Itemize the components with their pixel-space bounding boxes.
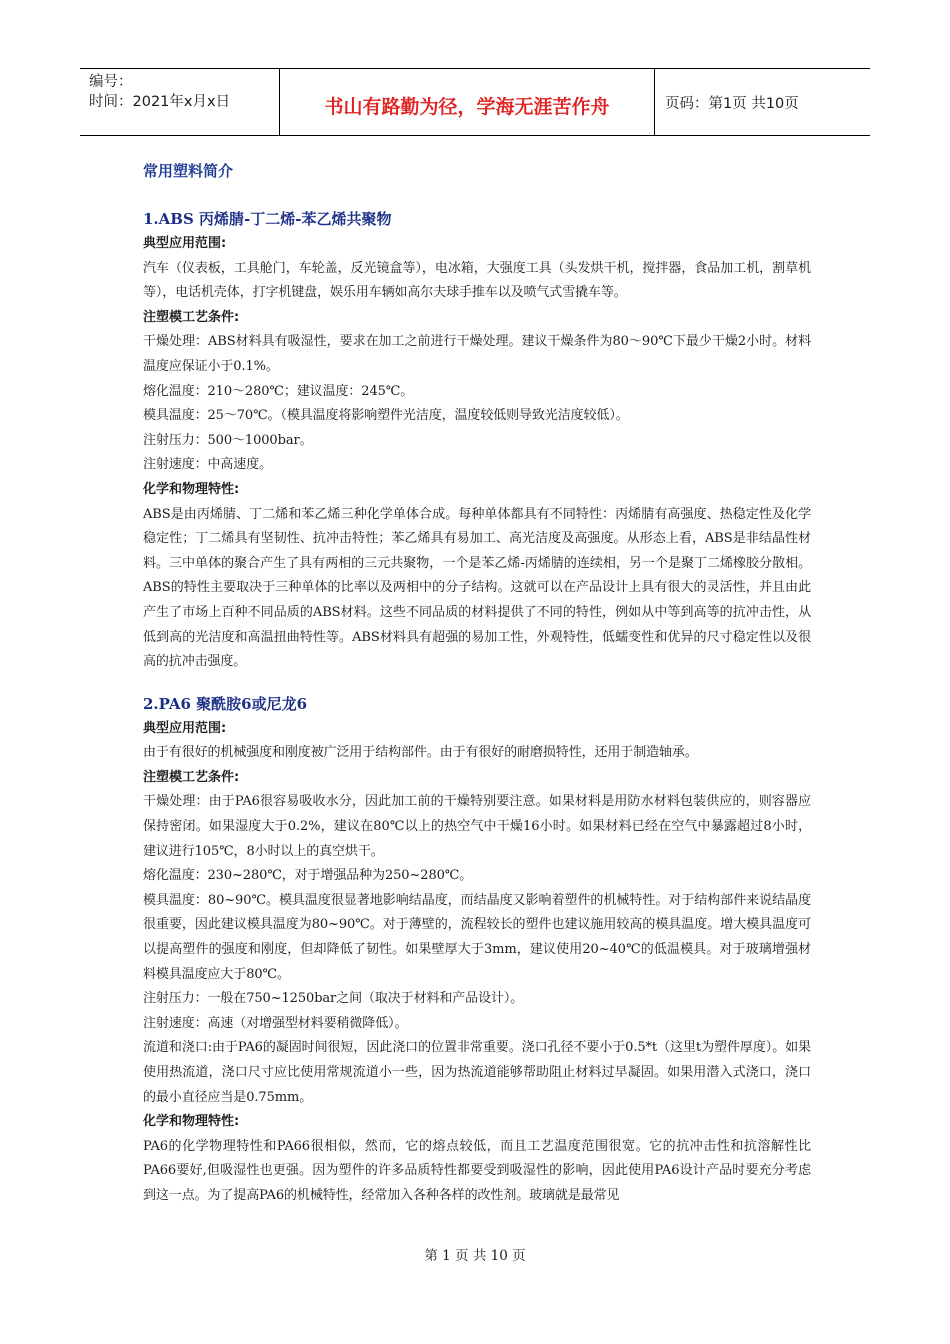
paragraph: 干燥处理：ABS材料具有吸湿性，要求在加工之前进行干燥处理。建议干燥条件为80～90℃下最少干燥2小时。材料温度应保证小于0.1%。	[143, 334, 811, 374]
subheading: 典型应用范围:	[143, 720, 227, 736]
section-heading: 1.ABS 丙烯腈-丁二烯-苯乙烯共聚物	[143, 210, 392, 228]
paragraph: ABS是由丙烯腈、丁二烯和苯乙烯三种化学单体合成。每种单体都具有不同特性：丙烯腈有高强度、热稳定性及化学稳定性；丁二烯具有坚韧性、抗冲击特性；苯乙烯具有易加工、高光洁度及高强度。从形态上看，ABS是非结晶性材料。三中单体的聚合产生了具有两相的三元共聚物，一个是苯乙烯-丙烯腈的连续相，另一个是聚丁二烯橡胶分散相。ABS的特性主要取决于三种单体的比率以及两相中的分子结构。这就可以在产品设计上具有很大的灵活性，并且由此产生了市场上百种不同品质的ABS材料。这些不同品质的材料提供了不同的特性，例如从中等到高等的抗冲击性，从低到高的光洁度和高温扭曲特性等。ABS材料具有超强的易加工性，外观特性，低蠕变性和优异的尺寸稳定性以及很高的抗冲击强度。	[143, 506, 811, 670]
paragraph: 流道和浇口:由于PA6的凝固时间很短，因此浇口的位置非常重要。浇口孔径不要小于0.5*t（这里t为塑件厚度）。如果使用热流道，浇口尺寸应比使用常规流道小一些，因为热流道能够帮助阻止材料过早凝固。如果用潜入式浇口，浇口的最小直径应当是0.75mm。	[143, 1040, 811, 1105]
paragraph: 汽车（仪表板，工具舱门，车轮盖，反光镜盒等），电冰箱，大强度工具（头发烘干机，搅拌器，食品加工机，割草机等），电话机壳体，打字机键盘，娱乐用车辆如高尔夫球手推车以及喷气式雪撬车等。	[143, 260, 811, 301]
paragraph: 注射速度：高速（对增强型材料要稍微降低）。	[143, 1015, 408, 1031]
subheading: 化学和物理特性:	[143, 1114, 240, 1130]
document-date: 时间：2021年x月x日	[89, 94, 231, 110]
subheading: 注塑模工艺条件:	[143, 769, 240, 785]
paragraph: 模具温度：80~90℃。模具温度很显著地影响结晶度，而结晶度又影响着塑件的机械特性。对于结构部件来说结晶度很重要，因此建议模具温度为80~90℃。对于薄壁的，流程较长的塑件也建议施用较高的模具温度。增大模具温度可以提高塑件的强度和刚度，但却降低了韧性。如果壁厚大于3mm，建议使用20~40℃的低温模具。对于玻璃增强材料模具温度应大于80℃。	[143, 892, 811, 982]
paragraph: 熔化温度：230~280℃，对于增强品种为250~280℃。	[143, 868, 473, 884]
header-page-code: 页码：第1页 共10页	[665, 95, 799, 112]
subheading: 化学和物理特性:	[143, 481, 240, 497]
document-number-label: 编号：	[89, 74, 133, 90]
paragraph: PA6的化学物理特性和PA66很相似，然而，它的熔点较低，而且工艺温度范围很宽。它的抗冲击性和抗溶解性比PA66要好,但吸湿性也更强。因为塑件的许多品质特性都要受到吸湿性的影响，因此使用PA6设计产品时要充分考虑到这一点。为了提高PA6的机械特性，经常加入各种各样的改性剂。玻璃就是最常见	[143, 1138, 811, 1203]
paragraph: 注射压力：一般在750~1250bar之间（取决于材料和产品设计）。	[143, 991, 524, 1007]
subheading: 典型应用范围:	[143, 236, 227, 251]
subheading: 注塑模工艺条件:	[143, 309, 240, 325]
paragraph: 熔化温度：210～280℃；建议温度：245℃。	[143, 383, 414, 399]
paragraph: 注射压力：500～1000bar。	[143, 432, 313, 448]
header-meta	[80, 69, 280, 135]
paragraph: 干燥处理：由于PA6很容易吸收水分，因此加工前的干燥特别要注意。如果材料是用防水材料包装供应的，则容器应保持密闭。如果湿度大于0.2%，建议在80℃以上的热空气中干燥16小时。如果材料已经在空气中暴露超过8小时，建议进行105℃，8小时以上的真空烘干。	[143, 794, 811, 859]
section-spacer	[143, 675, 811, 691]
page-header	[80, 68, 870, 136]
header-motto: 书山有路勤为径，学海无涯苦作舟	[280, 69, 655, 135]
paragraph: 由于有很好的机械强度和刚度被广泛用于结构部件。由于有很好的耐磨损特性，还用于制造轴承。	[143, 745, 698, 761]
paragraph: 模具温度：25～70℃。（模具温度将影响塑件光洁度，温度较低则导致光洁度较低）。	[143, 408, 629, 424]
paragraph: 注射速度：中高速度。	[143, 457, 273, 473]
section-heading: 2.PA6 聚酰胺6或尼龙6	[143, 694, 308, 713]
section-abs	[143, 206, 811, 675]
document-title: 常用塑料简介	[143, 162, 234, 180]
document-body	[143, 158, 811, 1209]
section-pa6	[143, 691, 811, 1209]
page-footer: 第 1 页 共 10 页	[424, 1248, 526, 1264]
